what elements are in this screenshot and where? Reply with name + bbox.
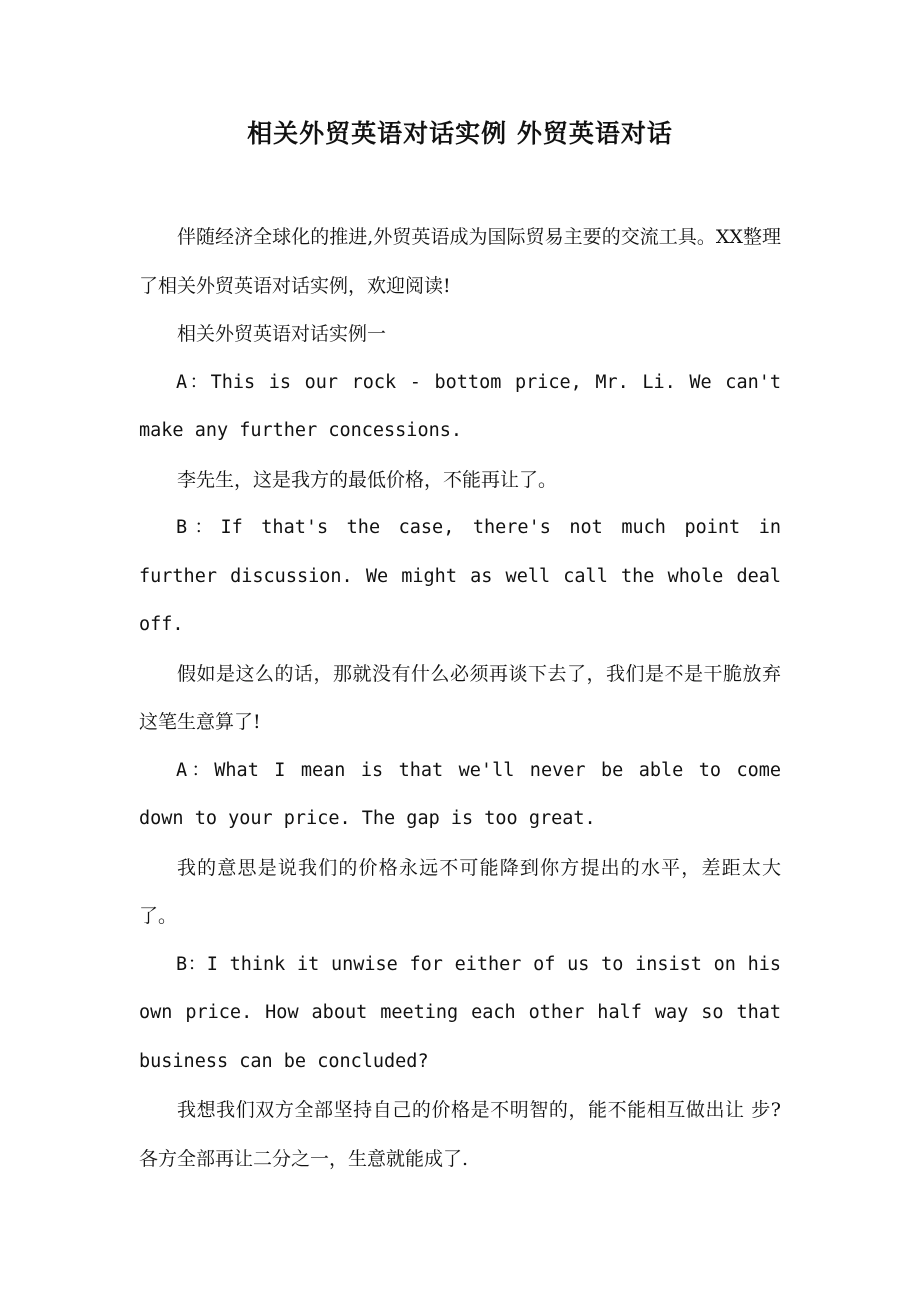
translation-a1: 李先生，这是我方的最低价格，不能再让了。 [177,468,558,491]
dialogue-line-a2: A：What I mean is that we'll never be able to come down to your price. The gap is too great. [139,759,781,829]
paragraph-intro: 伴随经济全球化的推进,外贸英语成为国际贸易主要的交流工具。XX整理了相关外贸英语对话实例，欢迎阅读! [139,226,781,297]
dialogue-line-a1: A：This is our rock - bottom price, Mr. Li. We can't make any further concessions. [139,371,781,441]
document-title: 相关外贸英语对话实例 外贸英语对话 [247,119,673,148]
translation-a2: 我的意思是说我们的价格永远不可能降到你方提出的水平，差距太大了。 [139,856,781,927]
document-body [139,213,781,1183]
translation-b1: 假如是这么的话，那就没有什么必须再谈下去了，我们是不是干脆放弃这笔生意算了! [139,662,781,733]
section-heading: 相关外贸英语对话实例一 [177,323,387,345]
translation-b2: 我想我们双方全部坚持自己的价格是不明智的，能不能相互做出让 步?各方全部再让二分之一，生意就能成了. [139,1099,781,1170]
dialogue-line-b2: B：I think it unwise for either of us to insist on his own price. How about meeting each other half way so that business can be concluded? [139,953,781,1072]
dialogue-line-b1: B：If that's the case, there's not much point in further discussion. We might as well call the whole deal off. [139,517,781,635]
